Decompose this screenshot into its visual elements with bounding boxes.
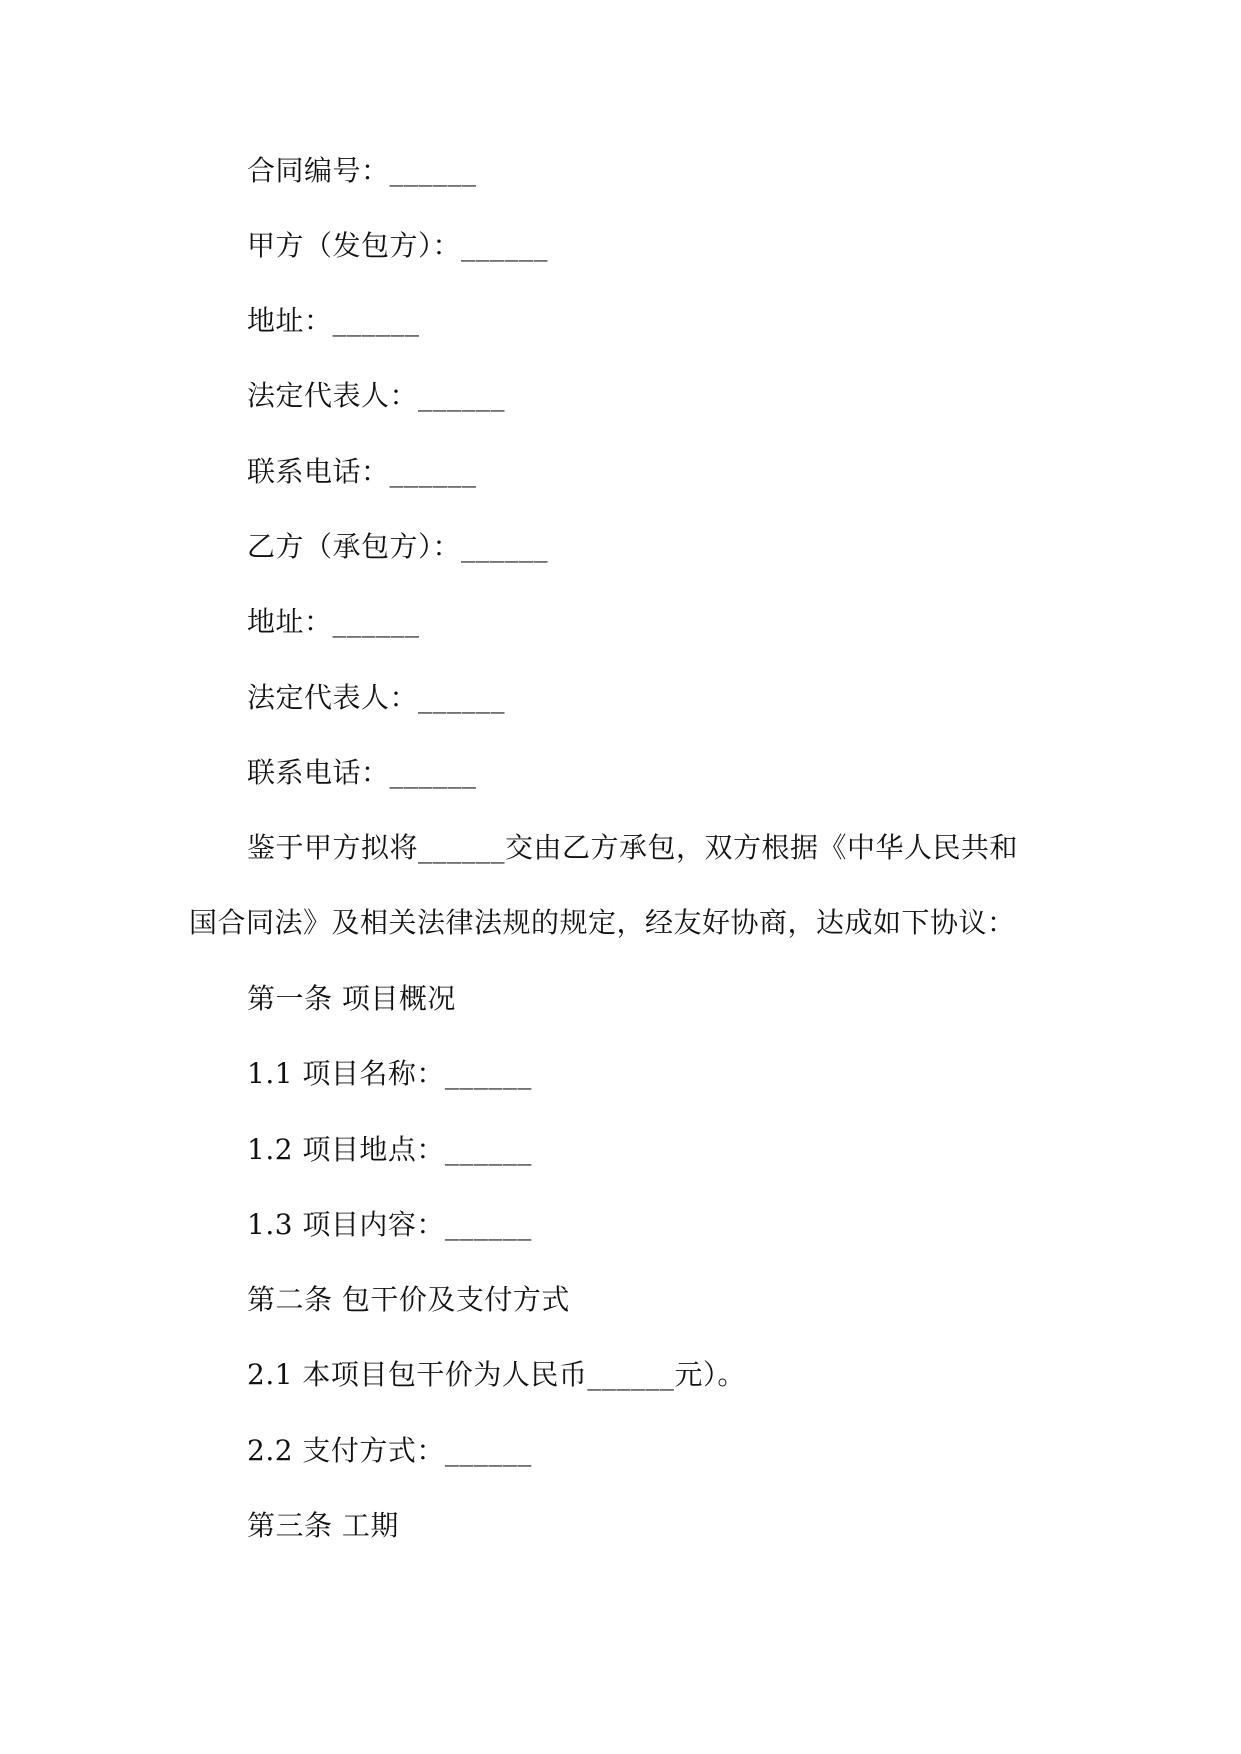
party-a-phone-line: 联系电话：______ [247, 455, 477, 488]
clause-1-3: 1.3 项目内容：______ [247, 1208, 532, 1241]
party-a-representative-line: 法定代表人：______ [247, 379, 506, 412]
contract-number-line: 合同编号：______ [247, 154, 477, 187]
party-a-address-line: 地址：______ [247, 304, 420, 337]
preamble-line-1: 鉴于甲方拟将______交由乙方承包，双方根据《中华人民共和 [247, 831, 1019, 864]
party-b-phone-line: 联系电话：______ [247, 756, 477, 789]
article-3-heading: 第三条 工期 [247, 1509, 399, 1542]
party-b-address-line: 地址：______ [247, 605, 420, 638]
article-1-heading: 第一条 项目概况 [247, 982, 456, 1015]
party-a-line: 甲方（发包方）：______ [247, 229, 549, 262]
party-b-representative-line: 法定代表人：______ [247, 681, 506, 714]
clause-1-2: 1.2 项目地点：______ [247, 1133, 532, 1166]
preamble-line-2: 国合同法》及相关法律法规的规定，经友好协商，达成如下协议： [189, 906, 1016, 939]
article-2-heading: 第二条 包干价及支付方式 [247, 1283, 570, 1316]
clause-1-1: 1.1 项目名称：______ [247, 1057, 532, 1090]
party-b-line: 乙方（承包方）：______ [247, 530, 549, 563]
clause-2-2: 2.2 支付方式：______ [247, 1434, 532, 1467]
clause-2-1: 2.1 本项目包干价为人民币______元）。 [247, 1358, 746, 1391]
